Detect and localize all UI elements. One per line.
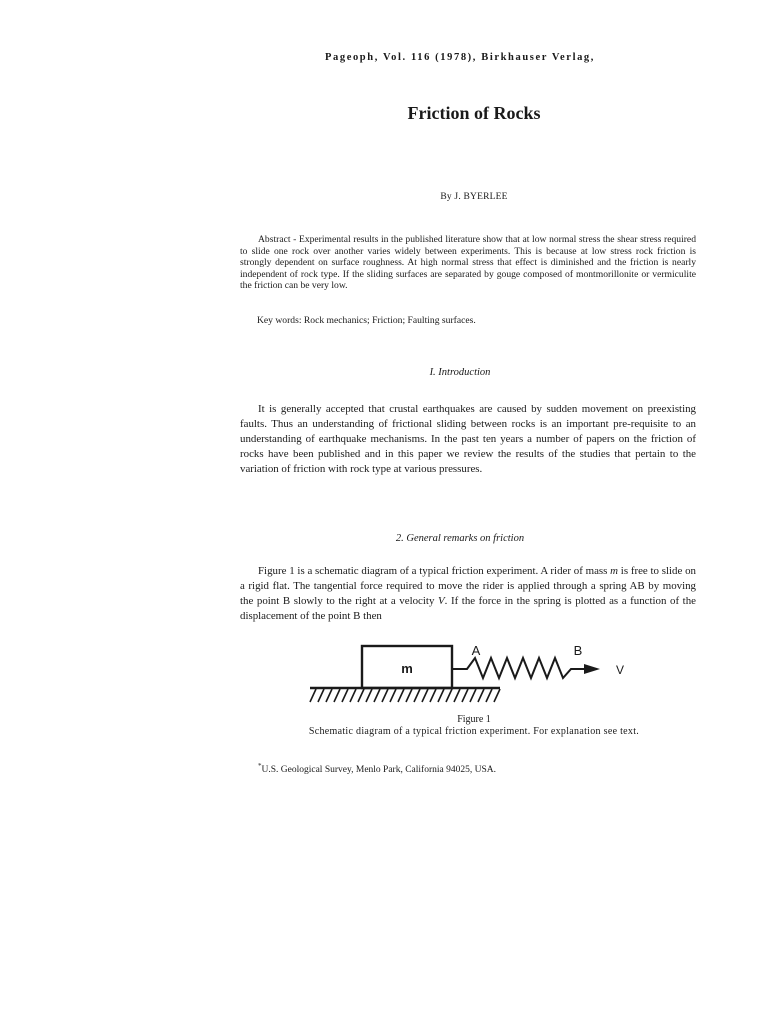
abstract-paragraph: Abstract - Experimental results in the published literature show that at low normal stress the shear stress required to slide one rock over another varies widely between experiments. This is because at low stress rock friction is strongly dependent on surface roughness. At high normal stress that effect is diminished and the friction is nearly independent of rock type. If the sliding surfaces are separated by gouge composed of montmorillonite or vermiculite the friction can be very low.	[240, 234, 696, 292]
figure-1-diagram	[300, 638, 640, 720]
velocity-label: V	[615, 663, 625, 677]
general-remarks-paragraph	[240, 564, 696, 624]
text-run: is free to slide on a rigid flat. The tangential force required to move the rider is applied through a spring AB by moving the point B slowly to the right at a velocity	[240, 565, 697, 607]
footnote-marker: *	[258, 762, 262, 770]
point-b-label: B	[573, 643, 583, 658]
velocity-symbol: V	[437, 595, 445, 607]
footnote-text: U.S. Geological Survey, Menlo Park, California 94025, USA.	[261, 765, 496, 775]
keywords: Key words: Rock mechanics; Friction; Faulting surfaces.	[257, 315, 476, 326]
velocity-arrowhead	[584, 664, 600, 674]
journal-citation: Pageoph, Vol. 116 (1978), Birkhauser Verlag,	[324, 52, 596, 63]
section-heading-general-remarks: 2. General remarks on friction	[395, 533, 525, 544]
point-a-label: A	[471, 643, 481, 658]
figure-caption-label: Figure 1	[457, 714, 491, 725]
introduction-paragraph: It is generally accepted that crustal earthquakes are caused by sudden movement on preexisting faults. Thus an understanding of frictional sliding between rocks is an important pre-requisite to an understanding of earthquake mechanisms. In the past ten years a number of papers on the friction of rocks have been published and in this paper we review the results of the studies that pertain to the variation of friction with rock type at various pressures.	[240, 403, 696, 475]
mass-symbol: m	[610, 565, 619, 577]
mass-label: m	[401, 661, 413, 676]
text-run: . If the force in the spring is plotted as a function of the displacement of the point B then	[240, 595, 696, 622]
paper-title: Friction of Rocks	[407, 103, 541, 123]
figure-caption-text: Schematic diagram of a typical friction experiment. For explanation see text.	[308, 726, 640, 737]
section-heading-introduction: I. Introduction	[429, 367, 491, 378]
text-run: Figure 1 is a schematic diagram of a typical friction experiment. A rider of mass	[258, 565, 611, 577]
ground-hatching	[310, 689, 500, 702]
author-line: By J. BYERLEE	[440, 192, 508, 202]
spring-ab	[452, 658, 594, 678]
affiliation-footnote	[258, 762, 496, 775]
